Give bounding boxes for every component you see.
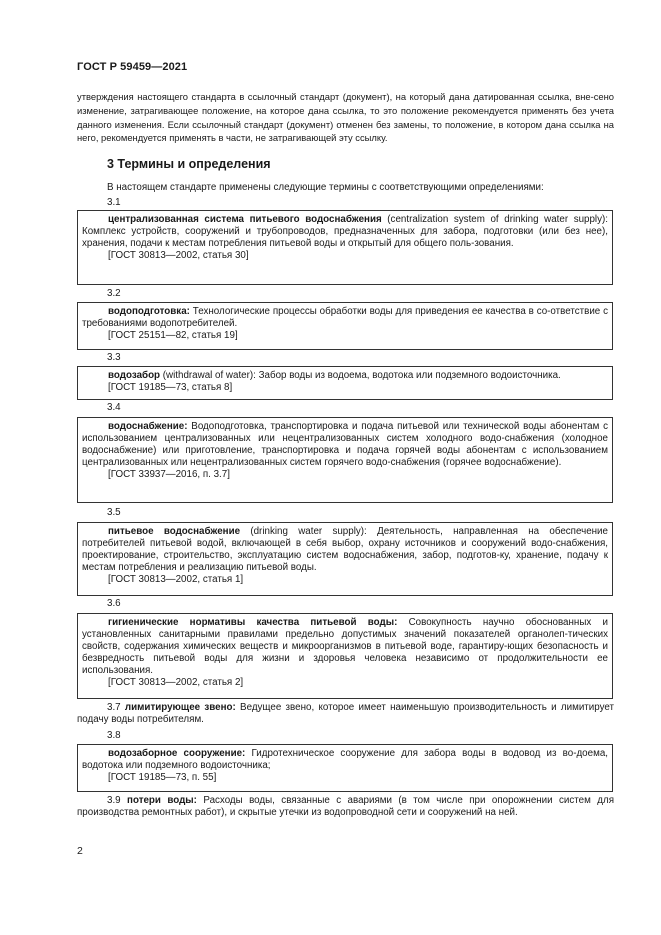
term-name: потери воды:	[127, 795, 197, 806]
term-number: 3.3	[107, 352, 121, 363]
term-definition: Ведущее звено, которое имеет наименьшую производительность и лимитирует подачу воды потребителям.	[77, 702, 614, 726]
term-box	[77, 210, 613, 285]
term-name: централизованная система питьевого водоснабжения	[108, 214, 382, 225]
term-name: водозаборное сооружение:	[108, 748, 246, 759]
term-reference: [ГОСТ 19185—73, п. 55]	[108, 772, 217, 784]
document-code-header: ГОСТ Р 59459—2021	[77, 61, 188, 73]
intro-paragraph-text: утверждения настоящего стандарта в ссылочный стандарт (документ), на который дана датированная ссылка, вне-сено изменение, затрагивающее положение, на которое дана ссылка, то это положение рекомендуется применять без учета данного изменения. Если ссылочный стандарт (документ) отменен без замены, то положение, в котором дана ссылка на него, рекомендуется применять в части, не затрагивающей эту ссылку.	[77, 91, 614, 144]
term-number: 3.7	[107, 702, 121, 713]
plain-term	[77, 702, 614, 727]
term-reference: [ГОСТ 19185—73, статья 8]	[108, 382, 233, 394]
term-english	[397, 617, 408, 628]
term-number: 3.8	[107, 730, 121, 741]
intro-paragraph	[77, 90, 614, 145]
term-box	[77, 366, 613, 400]
term-box	[77, 417, 613, 503]
term-number: 3.6	[107, 598, 121, 609]
term-reference: [ГОСТ 30813—2002, статья 30]	[108, 250, 249, 262]
term-box	[77, 522, 613, 596]
term-reference: [ГОСТ 30813—2002, статья 2]	[108, 677, 244, 689]
term-number: 3.4	[107, 402, 121, 413]
term-definition: Расходы воды, связанные с авариями (в том числе при опорожнении систем для производства ремонтных работ), и скрытые утечки из водопроводной сети и сооружений на ней.	[77, 795, 614, 819]
term-number: 3.5	[107, 507, 121, 518]
term-definition: Комплекс устройств, сооружений и трубопроводов, предназначенных для забора, подготовки (или без нее), хранения, подачи к местам потребления питьевой воды и открытый для общего поль-зования.	[82, 226, 608, 250]
term-reference: [ГОСТ 30813—2002, статья 1]	[108, 574, 244, 586]
term-definition: Водоподготовка, транспортировка и подача питьевой или технической воды абонентам с использованием централизованных или нецентрализованных систем холодного водо-снабжения (холодное водоснабжение) или приготовление, транспортировка и подача горячей воды абонентам с использованием централизованных или нецентрализованных систем горячего водо-снабжения (горячее водоснабжение).	[82, 421, 608, 469]
term-number: 3.1	[107, 197, 121, 208]
term-english: (withdrawal of water):	[160, 370, 259, 381]
term-english: (centralization system of drinking water supply):	[381, 214, 608, 225]
plain-term	[77, 795, 614, 820]
term-name: питьевое водоснабжение	[108, 526, 241, 537]
term-number: 3.2	[107, 288, 121, 299]
term-box	[77, 744, 613, 792]
term-english: (drinking water supply):	[240, 526, 378, 537]
term-number: 3.9	[107, 795, 121, 806]
term-name: водоснабжение:	[108, 421, 188, 432]
term-reference: [ГОСТ 25151—82, статья 19]	[108, 330, 238, 342]
term-definition: Технологические процессы обработки воды для приведения ее качества в со-ответствие с требованиями водопотребителей.	[82, 306, 608, 330]
term-box	[77, 302, 613, 350]
term-definition: Гидротехническое сооружение для забора воды в водовод из во-доема, водотока или подземного водоисточника;	[82, 748, 608, 772]
term-box	[77, 613, 613, 699]
term-definition: Забор воды из водоема, водотока или подземного водоисточника.	[258, 370, 561, 381]
section-title: 3 Термины и определения	[107, 157, 271, 171]
term-name: гигиенические нормативы качества питьевой воды:	[108, 617, 398, 628]
term-name: лимитирующее звено:	[124, 702, 236, 713]
term-reference: [ГОСТ 33937—2016, п. 3.7]	[108, 469, 230, 481]
term-name: водоподготовка:	[108, 306, 190, 317]
page-number: 2	[77, 845, 83, 857]
term-name: водозабор	[108, 370, 161, 381]
term-definition: Деятельность, направленная на обеспечение потребителей питьевой водой, включающей в себя выбор, охрану источников и сооружений водо-снабжения, проектирование, строительство, эксплуатацию систем водоснабжения, забор, подготов-ку, хранение, подачу к местам потребления и реализацию питьевой воды.	[82, 526, 608, 574]
term-definition: Совокупность научно обоснованных и установленных санитарными правилами предельно допустимых значений показателей органолеп-тических свойств, содержания химических веществ и микроорганизмов в питьевой воде, гарантиру-ющих безопасность и безвредность питьевой воды для жизни и здоровья человека независимо от продолжительности ее использования.	[82, 617, 608, 677]
section-intro: В настоящем стандарте применены следующие термины с соответствующими определениями:	[107, 182, 544, 193]
